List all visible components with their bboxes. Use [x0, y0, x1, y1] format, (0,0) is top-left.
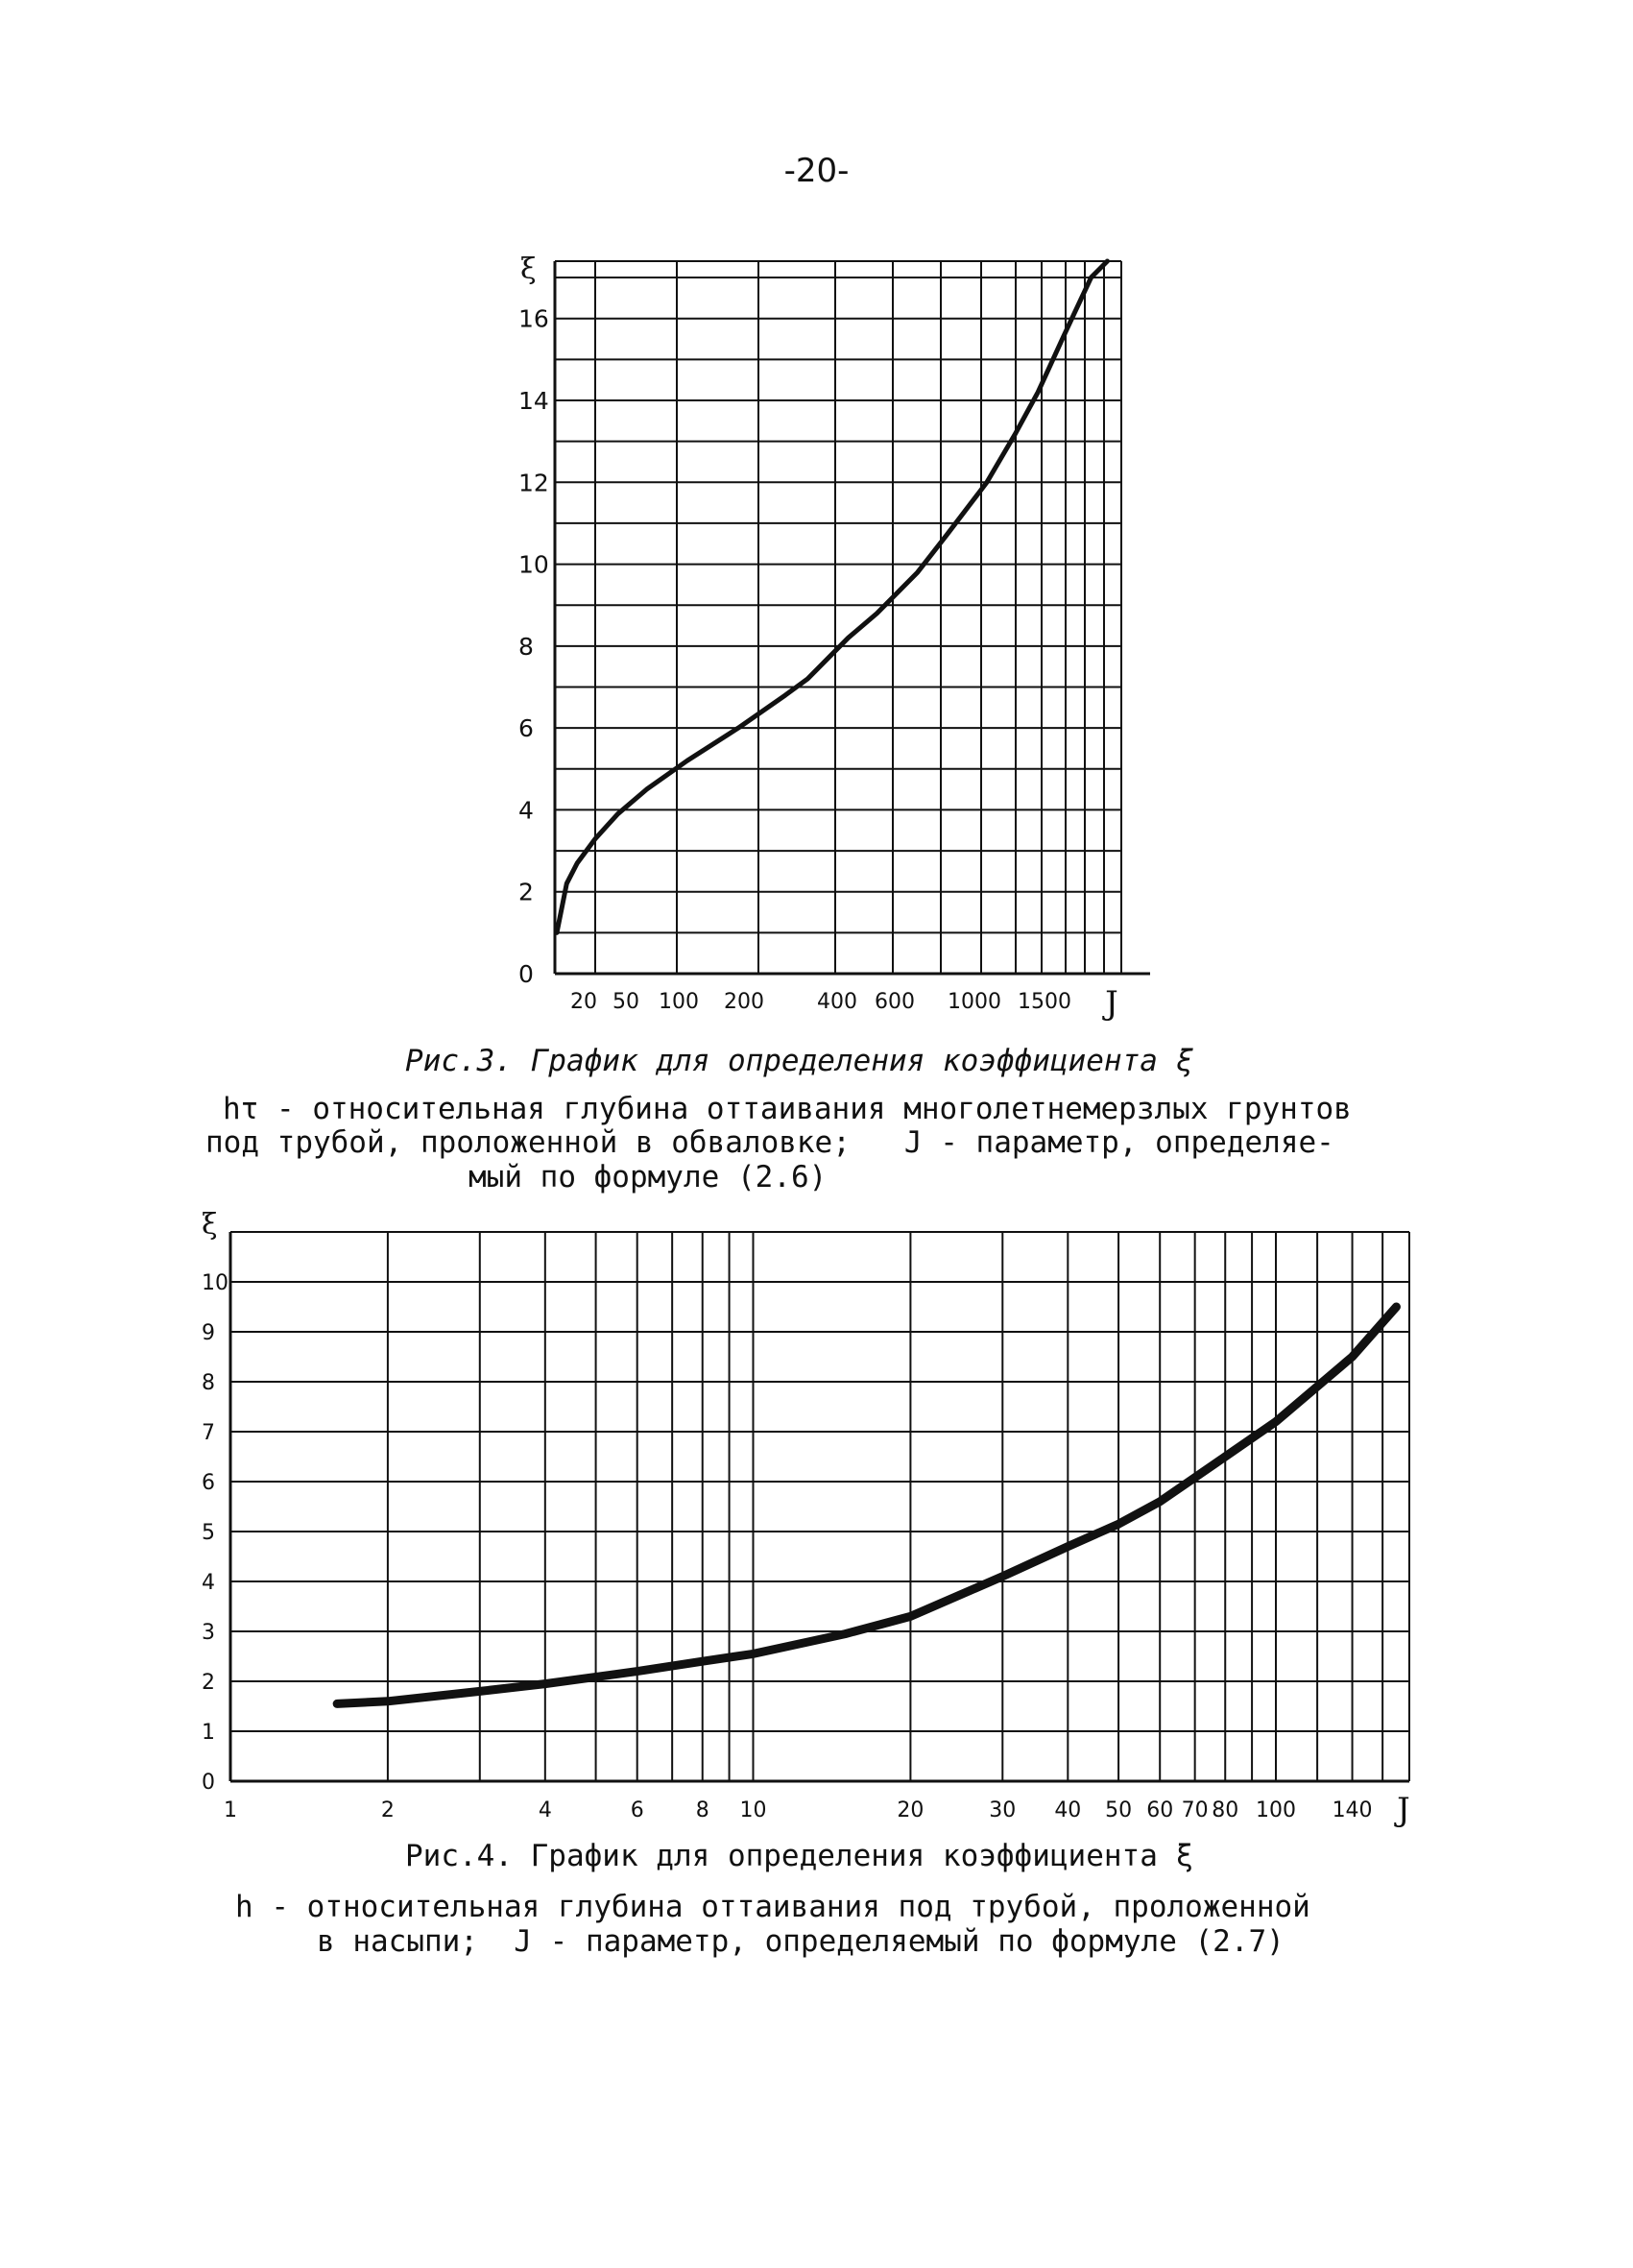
fig4-x-tick-label: 4 [538, 1798, 552, 1822]
fig3-y-tick-label: 6 [518, 714, 534, 743]
fig3-x-tick-label: 50 [612, 990, 639, 1014]
fig4-x-tick-label: 40 [1054, 1798, 1082, 1822]
fig4-x-tick-label: 60 [1146, 1798, 1174, 1822]
fig4-y-tick-label: 8 [202, 1371, 215, 1395]
figure3-caption-line3: мый по формуле (2.6) [468, 1160, 828, 1194]
fig3-y-tick-label: 2 [518, 878, 534, 906]
fig4-x-tick-label: 50 [1105, 1798, 1133, 1822]
fig3-y-tick-label: 10 [518, 550, 549, 579]
figure4-caption-line2: в насыпи; J - параметр, определяемый по формуле (2.7) [317, 1924, 1285, 1959]
figure3-caption-line1: hτ - относительная глубина оттаивания многолетнемерзлых грунтов [223, 1092, 1352, 1126]
fig3-y-tick-label: 0 [518, 960, 534, 988]
fig4-y-tick-label: 4 [202, 1571, 215, 1595]
fig3-y-tick-label: 14 [518, 386, 549, 415]
fig3-y-tick-label: 4 [518, 796, 534, 825]
fig4-x-tick-label: 80 [1212, 1798, 1239, 1822]
fig4-x-tick-label: 6 [630, 1798, 644, 1822]
fig3-x-tick-label: 20 [570, 990, 597, 1014]
fig3-y-tick-label: 16 [518, 304, 549, 333]
fig4-y-tick-label: 1 [202, 1721, 215, 1745]
figure4-caption-line1: h - относительная глубина оттаивания под трубой, проложенной [235, 1890, 1310, 1924]
fig4-x-tick-label: 10 [739, 1798, 767, 1822]
fig4-x-tick-label: 1 [224, 1798, 237, 1822]
fig4-y-axis-label: ξ [202, 1208, 218, 1242]
fig4-x-axis-label: J [1397, 1791, 1410, 1829]
figure3-caption-line2: под трубой, проложенной в обваловке; J - параметр, определяе- [205, 1125, 1334, 1160]
figure3-caption-title-text: Рис.3. График для определения коэффициента ξ [405, 1044, 1194, 1078]
page-number: -20- [783, 152, 850, 190]
fig3-y-tick-label: 8 [518, 632, 534, 661]
fig4-x-tick-label: 100 [1256, 1798, 1297, 1822]
fig3-x-tick-label: 400 [817, 990, 857, 1014]
fig3-y-axis-label: ξ [520, 253, 537, 286]
figure4-caption-title: Рис.4. График для определения коэффициента ξ [405, 1839, 1194, 1873]
fig3-x-tick-label: 200 [724, 990, 764, 1014]
fig3-x-tick-label: 1000 [948, 990, 1001, 1014]
fig4-x-tick-label: 140 [1332, 1798, 1373, 1822]
fig3-x-tick-label: 1500 [1018, 990, 1071, 1014]
fig4-x-tick-label: 30 [989, 1798, 1017, 1822]
fig3-y-tick-label: 12 [518, 469, 549, 497]
fig4-x-tick-label: 8 [695, 1798, 709, 1822]
fig4-y-tick-label: 3 [202, 1621, 215, 1645]
fig4-y-tick-label: 10 [202, 1271, 228, 1295]
fig4-y-tick-label: 9 [202, 1321, 215, 1345]
fig4-y-tick-label: 0 [202, 1771, 215, 1795]
fig4-y-tick-label: 5 [202, 1521, 215, 1545]
fig4-x-tick-label: 70 [1181, 1798, 1209, 1822]
fig4-y-tick-label: 7 [202, 1421, 215, 1445]
fig4-x-tick-label: 2 [380, 1798, 395, 1822]
fig4-curve [337, 1307, 1396, 1703]
fig3-x-tick-label: 100 [659, 990, 699, 1014]
fig3-x-axis-label: J [1105, 984, 1118, 1023]
fig4-y-tick-label: 2 [202, 1671, 215, 1695]
fig4-x-tick-label: 20 [897, 1798, 925, 1822]
fig3-x-tick-label: 600 [875, 990, 915, 1014]
figure3-caption-title [405, 1044, 1193, 1078]
fig4-y-tick-label: 6 [202, 1471, 215, 1495]
fig3-curve [557, 261, 1107, 932]
